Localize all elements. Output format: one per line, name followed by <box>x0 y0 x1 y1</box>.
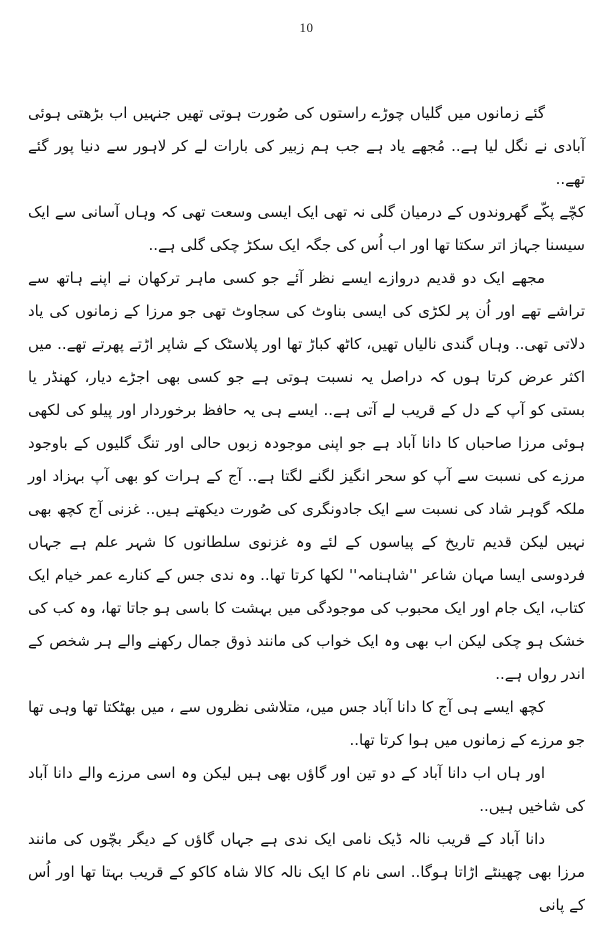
page-body-text <box>28 97 585 922</box>
paragraph: دانا آباد کے قریب نالہ ڈیک نامی ایک ندی ہے جہاں گاؤں کے دیگر بچّوں کی مانند مرزا بھی چھینٹے اڑاتا ہوگا.. اسی نام کا ایک نالہ کالا شاہ کاکو کے قریب بہتا تھا اور اُس کے پانی <box>28 830 585 914</box>
paragraph: کچّے پکّے گھروندوں کے درمیان گلی نہ تھی ایک ایسی وسعت تھی کہ وہاں آسانی سے ایک سیسنا جہاز اتر سکتا تھا اور اب اُس کی جگہ ایک سکڑ چکی گلی ہے.. <box>28 203 585 254</box>
paragraph: کچھ ایسے ہی آج کا دانا آباد جس میں، متلاشی نظروں سے ، میں بھٹکتا تھا وہی تھا جو مرزے کے زمانوں میں ہوا کرتا تھا.. <box>28 698 585 749</box>
paragraph: اور ہاں اب دانا آباد کے دو تین اور گاؤں بھی ہیں لیکن وہ اسی مرزے والے دانا آباد کی شاخیں ہیں.. <box>28 764 585 815</box>
page-number: 10 <box>299 20 314 35</box>
paragraph: مجھے ایک دو قدیم دروازے ایسے نظر آئے جو کسی ماہر ترکھان نے اپنے ہاتھ سے تراشے تھے اور اُن پر لکڑی کی ایسی بناوٹ کی سجاوٹ تھی جو مرزا کے زمانوں کی یاد دلاتی تھی.. وہاں گندی نالیاں تھیں، کاٹھ کباڑ تھا اور پلاسٹک کے شاپر اڑتے پھرتے تھے.. میں اکثر عرض کرتا ہوں کہ دراصل یہ نسبت ہوتی ہے جو کسی بھی اجڑے دیار، کھنڈر یا بستی کو آپ کے دل کے قریب لے آتی ہے.. ایسے ہی یہ حافظ برخوردار اور پیلو کی لکھی ہوئی مرزا صاحباں کا دانا آباد ہے جو اپنی موجودہ زبوں حالی اور تنگ گلیوں کے باوجود مرزے کی نسبت سے آپ کو سحر انگیز لگنے لگتا ہے.. آج کے ہرات کو بھی آپ بہزاد اور ملکہ گوہر شاد کی نسبت سے ایک جادونگری کی صُورت دیکھتے ہیں.. غزنی آج کچھ بھی نہیں لیکن قدیم تاریخ کے پیاسوں کے لئے وہ غزنوی سلطانوں کا شہر علم ہے جہاں فردوسی ایسا مہان شاعر ''شاہنامہ'' لکھا کرتا تھا.. وہ ندی جس کے کنارے عمر خیام ایک کتاب، ایک جام اور ایک محبوب کی موجودگی میں بہشت کا باسی ہو جاتا تھا، وہ کب کی خشک ہو چکی لیکن اب بھی وہ ایک خواب کی مانند ذوق جمال رکھنے والے ہر شخص کے اندر رواں ہے.. <box>28 269 585 683</box>
paragraph: گئے زمانوں میں گلیاں چوڑے راستوں کی صُورت ہوتی تھیں جنہیں اب بڑھتی ہوئی آبادی نے نگل لیا ہے.. مُجھے یاد ہے جب ہم زبیر کی بارات لے کر لاہور سے دنیا پور گئے تھے.. <box>28 104 585 188</box>
